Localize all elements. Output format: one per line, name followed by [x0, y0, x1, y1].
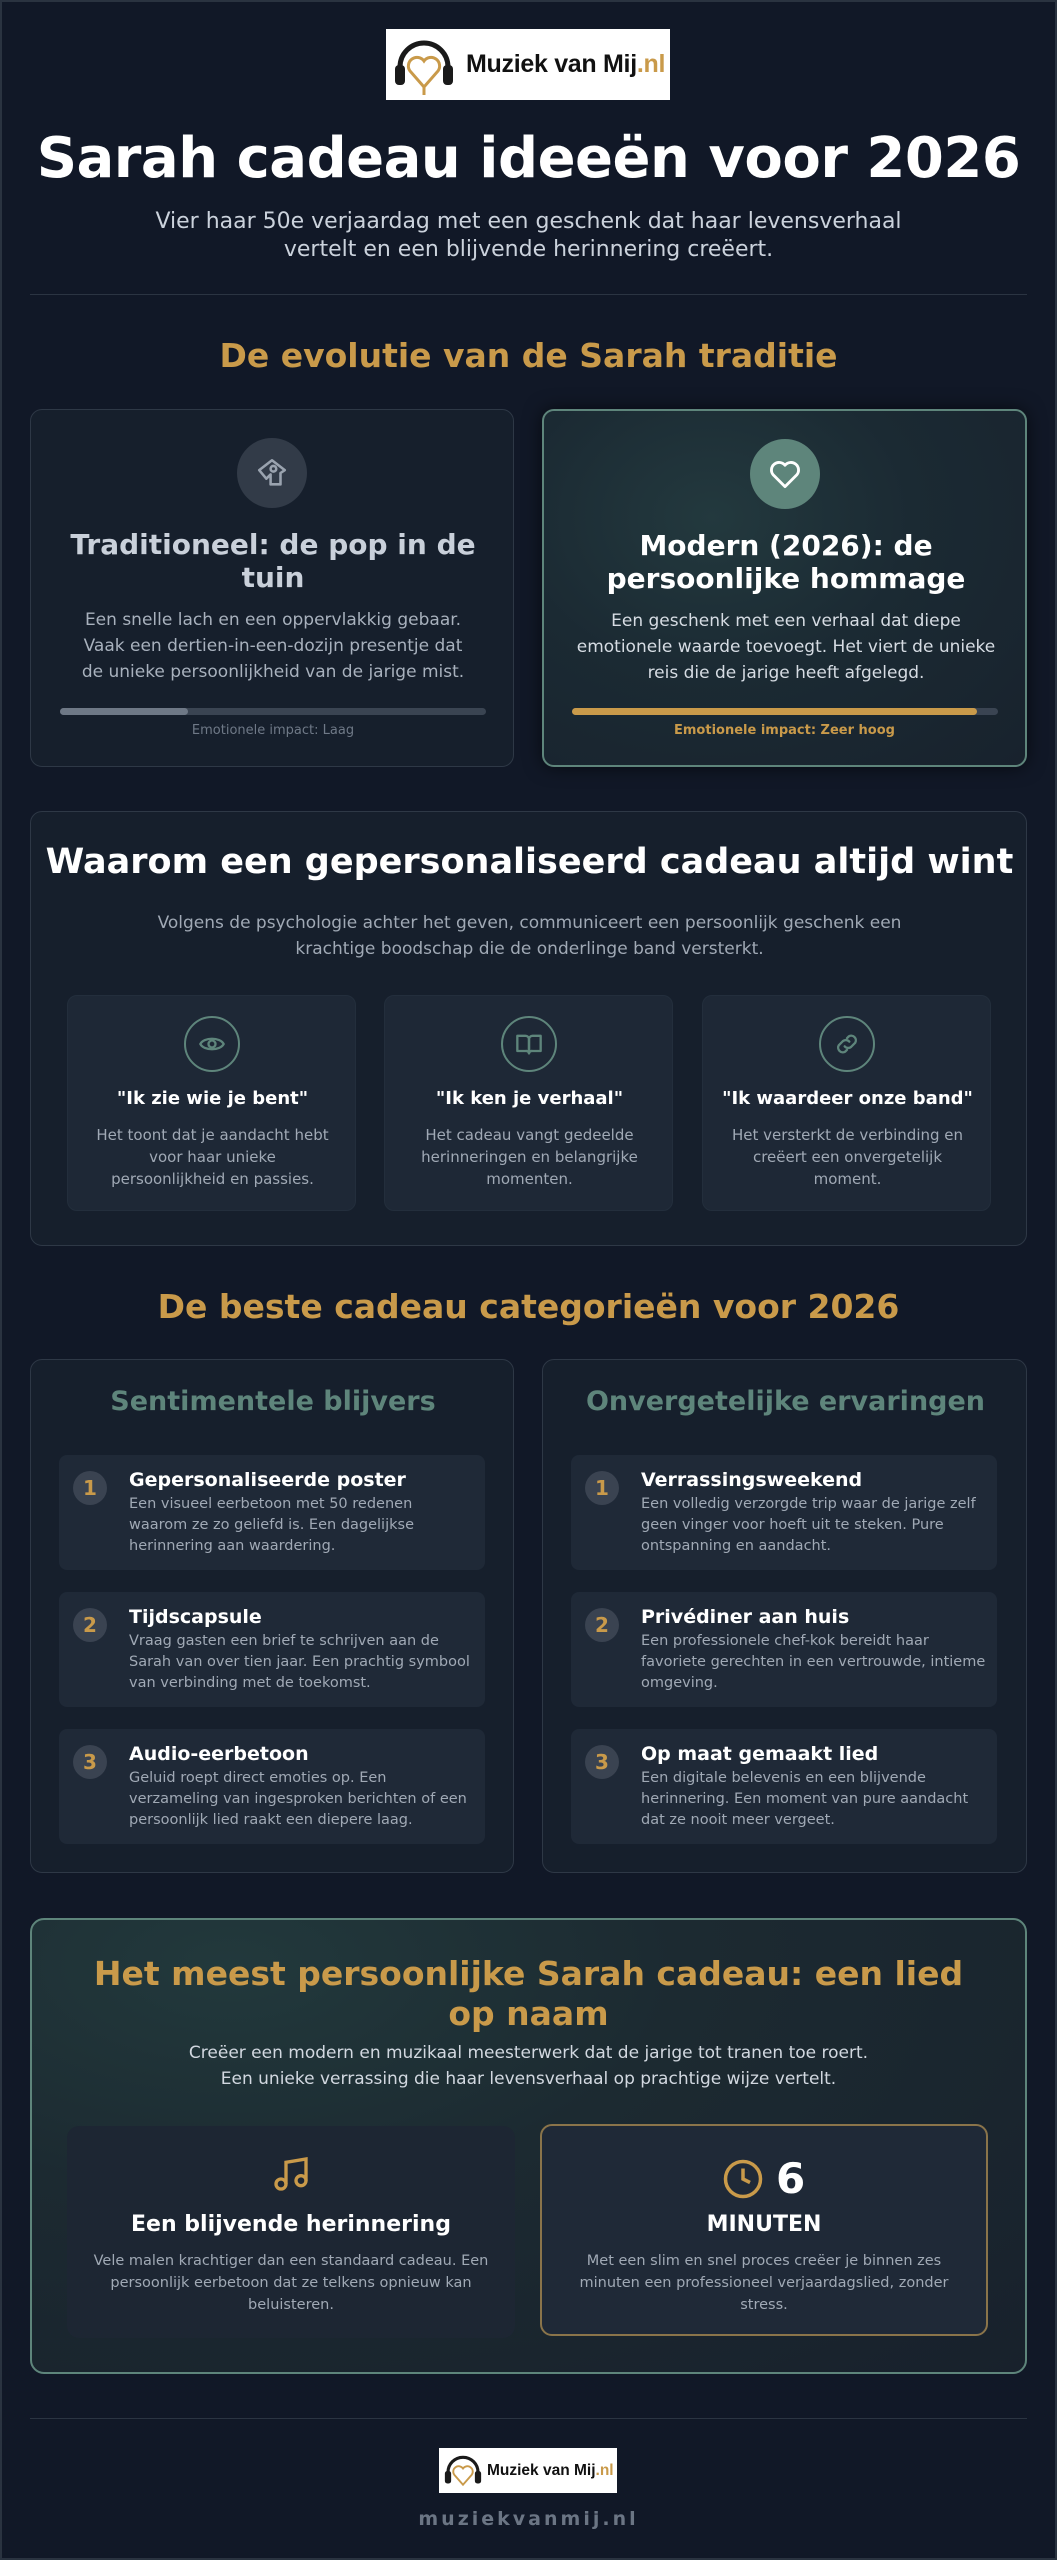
why-item-text: Het cadeau vangt gedeelde herinneringen en belangrijke momenten. — [421, 1126, 638, 1188]
item-title: Tijdscapsule — [129, 1606, 262, 1628]
item-text: Een digitale belevenis en een blijvende herinnering. Een moment van pure aandacht dat ze nooit meer vergeet. — [641, 1770, 969, 1828]
categories-title: De beste cadeau categorieën voor 2026 — [157, 1287, 900, 1326]
item-number: 1 — [585, 1471, 619, 1505]
category-column-sentimental — [30, 1359, 514, 1873]
minutes-number: 6 — [776, 2154, 806, 2203]
category-item — [571, 1729, 997, 1844]
category-item — [571, 1455, 997, 1570]
minutes-box — [540, 2124, 988, 2336]
item-number: 3 — [73, 1745, 107, 1779]
item-title: Audio-eerbetoon — [129, 1743, 309, 1765]
traditional-heading: Traditioneel: de pop in de tuin — [70, 528, 476, 594]
memory-text: Vele malen krachtiger dan een standaard cadeau. Een persoonlijk eerbetoon dat ze telkens opnieuw kan beluisteren. — [93, 2253, 489, 2313]
footer-url[interactable]: muziekvanmij.nl — [418, 2508, 639, 2530]
category-item — [571, 1592, 997, 1707]
minutes-title: MINUTEN — [706, 2212, 822, 2237]
impact-bar-fill — [60, 708, 188, 715]
item-title: Op maat gemaakt lied — [641, 1743, 879, 1765]
evolution-title: De evolutie van de Sarah traditie — [219, 336, 838, 375]
promo-text: Creëer een modern en muzikaal meesterwerk dat de jarige tot tranen toe roert. Een unieke verrassing die haar levensverhaal op prachtige wijze vertelt. — [188, 2043, 869, 2089]
logo-wordmark: Muziek van Mij.nl — [487, 2461, 614, 2479]
impact-bar-low — [60, 708, 486, 715]
item-text: Een professionele chef-kok bereidt haar favoriete gerechten in een vertrouwde, intieme omgeving. — [641, 1633, 986, 1691]
divider — [30, 294, 1027, 295]
minutes-text: Met een slim en snel proces creëer je binnen zes minuten een professioneel verjaardagslied, zonder stress. — [579, 2253, 949, 2313]
why-section — [30, 811, 1027, 1246]
item-text: Geluid roept direct emoties op. Een verzameling van ingesproken berichten of een persoonlijk lied raakt een diepere laag. — [129, 1770, 467, 1828]
item-number: 2 — [73, 1608, 107, 1642]
headphones-heart-logo-icon — [443, 2451, 483, 2491]
heart-icon — [750, 439, 820, 509]
divider — [30, 2418, 1027, 2419]
eye-icon — [184, 1016, 240, 1072]
promo-title: Het meest persoonlijke Sarah cadeau: een lied op naam — [93, 1954, 964, 2033]
modern-card — [542, 409, 1027, 767]
minutes-header — [722, 2154, 805, 2203]
headphones-heart-logo-icon — [392, 33, 456, 97]
why-item-text: Het versterkt de verbinding en creëert een onvergetelijk moment. — [731, 1126, 964, 1188]
book-icon — [501, 1016, 557, 1072]
item-title: Privédiner aan huis — [641, 1606, 850, 1628]
item-text: Een visueel eerbetoon met 50 redenen waarom ze zo geliefd is. Een dagelijkse herinnering aan waardering. — [129, 1496, 414, 1554]
item-title: Gepersonaliseerde poster — [129, 1469, 406, 1491]
category-heading: Onvergetelijke ervaringen — [585, 1386, 986, 1417]
traditional-text: Een snelle lach en een oppervlakkig gebaar. Vaak een dertien-in-een-dozijn presentje dat de unieke persoonlijkheid van de jarige mist. — [81, 610, 465, 682]
category-item — [59, 1592, 485, 1707]
item-text: Een volledig verzorgde trip waar de jarige zelf geen vinger voor hoeft uit te steken. Pure ontspanning en aandacht. — [641, 1496, 976, 1554]
page-subtitle: Vier haar 50e verjaardag met een geschenk dat haar levensverhaal vertelt en een blijvende herinnering creëert. — [155, 209, 902, 262]
header-logo[interactable] — [386, 29, 670, 100]
why-quote: "Ik zie wie je bent" — [116, 1088, 309, 1109]
why-item — [67, 995, 356, 1211]
traditional-card — [30, 409, 514, 767]
why-item-text: Het toont dat je aandacht hebt voor haar unieke persoonlijkheid en passies. — [96, 1126, 329, 1188]
item-title: Verrassingsweekend — [641, 1469, 863, 1491]
why-item — [384, 995, 673, 1211]
impact-bar-fill — [572, 708, 977, 715]
music-note-icon — [271, 2154, 311, 2198]
modern-impact-label: Emotionele impact: Zeer hoog — [674, 723, 895, 738]
why-item — [702, 995, 991, 1211]
memory-box — [67, 2126, 515, 2338]
modern-heading: Modern (2026): de persoonlijke hommage — [606, 529, 966, 595]
link-icon — [819, 1016, 875, 1072]
traditional-impact-label: Emotionele impact: Laag — [191, 723, 355, 738]
why-quote: "Ik ken je verhaal" — [435, 1088, 624, 1109]
footer-logo[interactable] — [439, 2448, 617, 2493]
why-title: Waarom een gepersonaliseerd cadeau altijd wint — [45, 842, 1014, 882]
category-item — [59, 1455, 485, 1570]
item-number: 3 — [585, 1745, 619, 1779]
shirt-icon — [237, 438, 307, 508]
item-text: Vraag gasten een brief te schrijven aan de Sarah van over tien jaar. Een prachtig symbool van verbinding met de toekomst. — [129, 1633, 470, 1691]
modern-text: Een geschenk met een verhaal dat diepe emotionele waarde toevoegt. Het viert de unieke reis die de jarige heeft afgelegd. — [576, 611, 996, 683]
category-heading: Sentimentele blijvers — [110, 1386, 436, 1417]
category-column-experiences — [542, 1359, 1027, 1873]
logo-wordmark: Muziek van Mij.nl — [466, 50, 666, 78]
why-text: Volgens de psychologie achter het geven, communiceert een persoonlijk geschenk een krachtige boodschap die de onderlinge band versterkt. — [157, 913, 902, 959]
impact-bar-high — [572, 708, 998, 715]
category-item — [59, 1729, 485, 1844]
item-number: 2 — [585, 1608, 619, 1642]
why-quote: "Ik waardeer onze band" — [722, 1088, 973, 1109]
item-number: 1 — [73, 1471, 107, 1505]
song-promo-section — [30, 1918, 1027, 2374]
memory-title: Een blijvende herinnering — [131, 2212, 451, 2237]
clock-icon — [722, 2158, 764, 2200]
page-title: Sarah cadeau ideeën voor 2026 — [36, 126, 1021, 191]
